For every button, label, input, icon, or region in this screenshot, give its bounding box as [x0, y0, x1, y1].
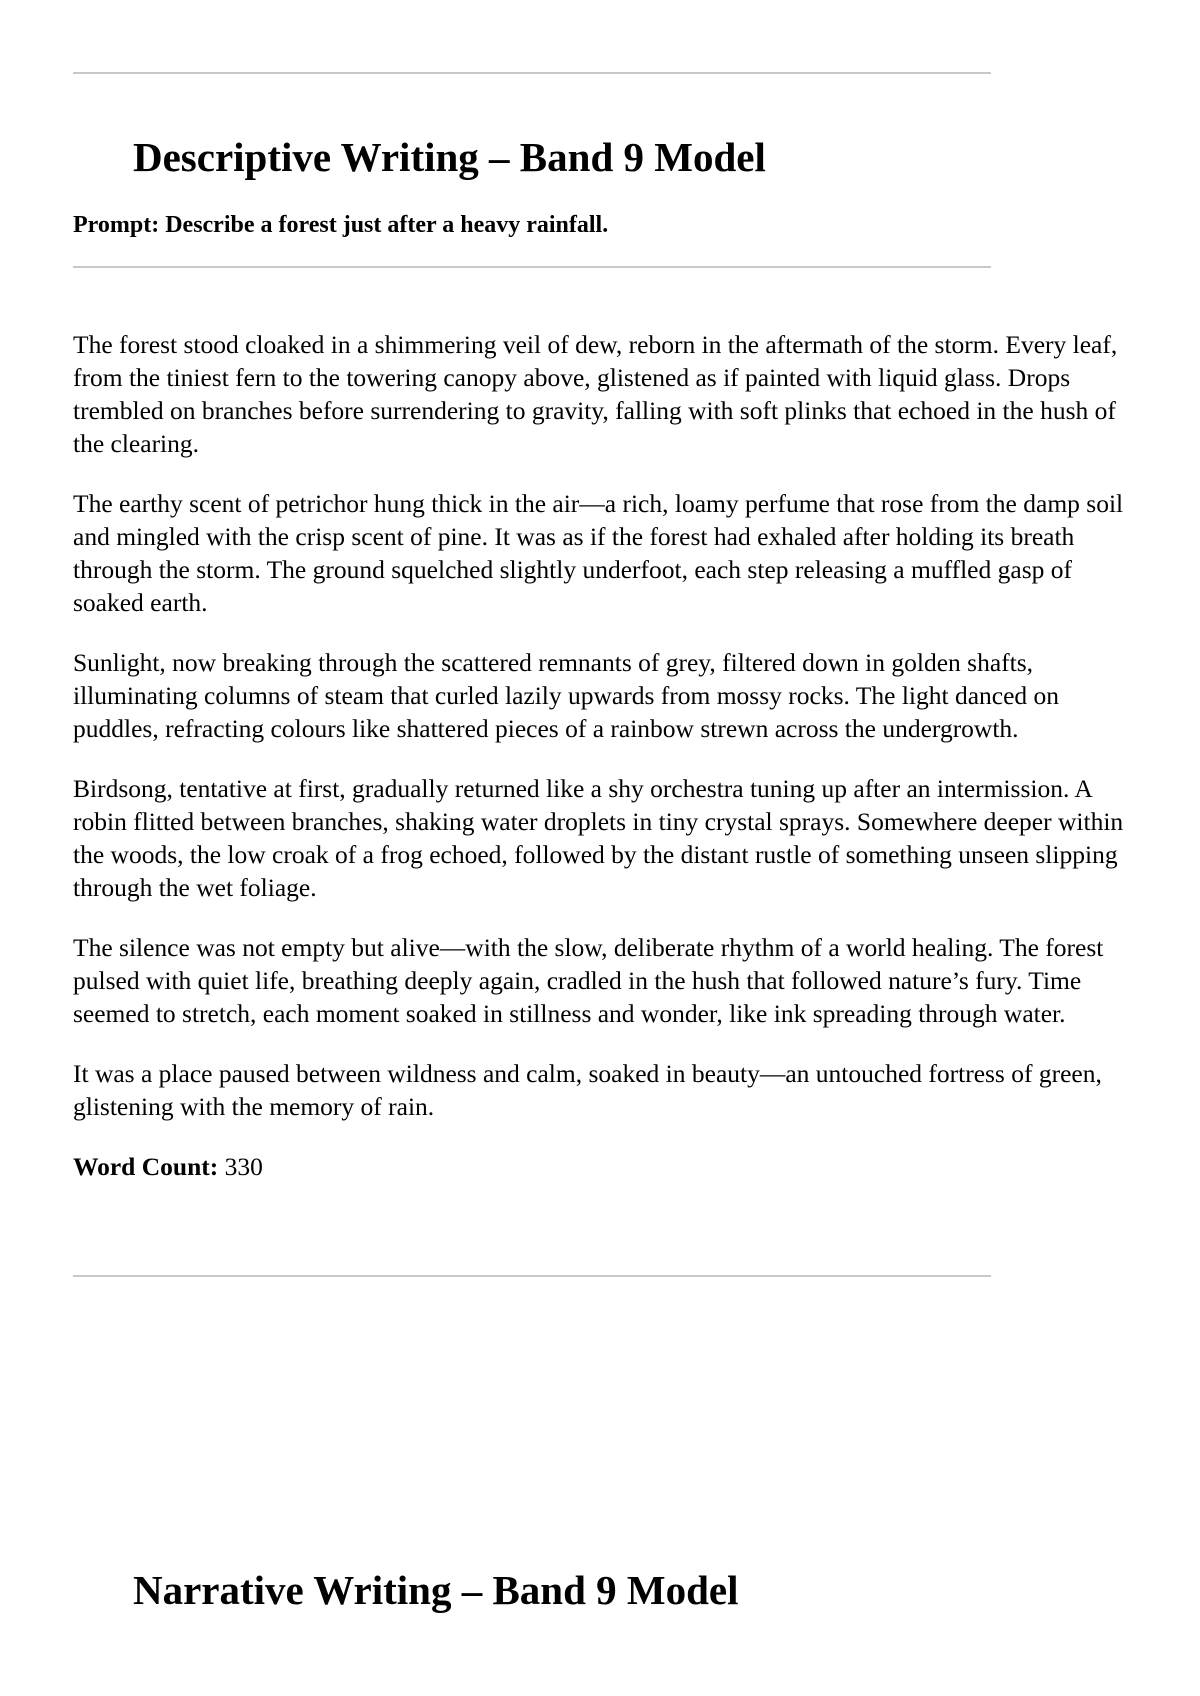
essay-body	[73, 328, 1138, 1210]
essay-paragraph: The earthy scent of petrichor hung thick in the air—a rich, loamy perfume that rose from the damp soil and mingled with the crisp scent of pine. It was as if the forest had exhaled after holding its breath through the storm. The ground squelched slightly underfoot, each step releasing a muffled gasp of soaked earth.	[73, 489, 1124, 617]
essay-paragraph: It was a place paused between wildness and calm, soaked in beauty—an untouched fortress of green, glistening with the memory of rain.	[73, 1059, 1102, 1121]
essay-paragraph: The silence was not empty but alive—with the slow, deliberate rhythm of a world healing. The forest pulsed with quiet life, breathing deeply again, cradled in the hush that followed nature’s fury. Time seemed to stretch, each moment soaked in stillness and wonder, like ink spreading through water.	[73, 933, 1104, 1028]
word-count-label: Word Count:	[73, 1152, 219, 1181]
essay-paragraph: The forest stood cloaked in a shimmering veil of dew, reborn in the aftermath of the storm. Every leaf, from the tiniest fern to the towering canopy above, glistened as if painted with liquid glass. Drops trembled on branches before surrendering to gravity, falling with soft plinks that echoed in the hush of the clearing.	[73, 330, 1118, 458]
essay-prompt: Prompt: Describe a forest just after a heavy rainfall.	[73, 212, 609, 238]
section-end-divider	[73, 1275, 991, 1277]
top-divider	[73, 72, 991, 74]
prompt-divider	[73, 266, 991, 268]
word-count	[73, 1150, 1138, 1183]
essay-paragraph: Birdsong, tentative at first, gradually returned like a shy orchestra tuning up after an intermission. A robin flitted between branches, shaking water droplets in tiny crystal sprays. Somewhere deeper within the woods, the low croak of a frog echoed, followed by the distant rustle of something unseen slipping through the wet foliage.	[73, 774, 1124, 902]
section-title-narrative: Narrative Writing – Band 9 Model	[133, 1567, 739, 1613]
essay-paragraph: Sunlight, now breaking through the scattered remnants of grey, filtered down in golden shafts, illuminating columns of steam that curled lazily upwards from mossy rocks. The light danced on puddles, refracting colours like shattered pieces of a rainbow strewn across the undergrowth.	[73, 648, 1060, 743]
word-count-value: 330	[224, 1152, 263, 1181]
section-title-descriptive: Descriptive Writing – Band 9 Model	[133, 134, 766, 180]
